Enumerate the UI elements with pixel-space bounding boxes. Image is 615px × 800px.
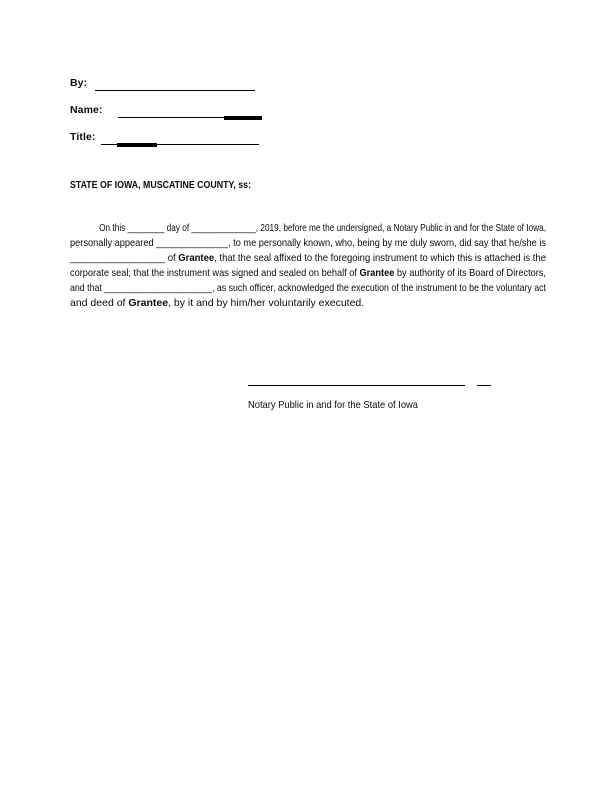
venue-heading: STATE OF IOWA, MUSCATINE COUNTY, ss: [70,179,251,191]
text-run: , that the seal affixed to the foregoing instrument to which this is attached is the [214,252,546,264]
field-blank-line-name [118,103,262,118]
notary-signature-line [248,371,465,386]
acknowledgment-paragraph [70,221,546,311]
text-run: , by it and by him/her voluntarily executed. [168,297,365,309]
signature-block [70,76,370,157]
text-run: __________________ of [70,252,179,264]
field-label-name: Name: [70,104,103,116]
paragraph-line [70,251,546,266]
field-blank-line-title [101,130,259,145]
text-run: corporate seal; that the instrument was signed and sealed on behalf of [70,267,360,279]
field-row-name [70,103,370,130]
field-label-title: Title: [70,131,96,143]
paragraph-line [70,296,364,311]
paragraph-line [70,236,546,251]
notary-caption: Notary Public in and for the State of Iowa [248,399,418,411]
paragraph-line [70,221,546,236]
scan-artifact [117,143,157,146]
text-run: On this ________ day of ______________, 2019, before me the undersigned, a Notary Public in and for the State of Iowa, [99,222,546,234]
paragraph-line [70,266,546,281]
bold-text: Grantee [359,267,395,279]
field-row-title [70,130,370,157]
paragraph-line [70,281,546,296]
bold-text: Grantee [128,297,169,309]
text-run: by authority of its Board of Directors, [394,267,546,279]
field-row-by [70,76,370,103]
field-blank-line-by [95,76,255,91]
text-run: personally appeared ______________, to me personally known, who, being by me duly sworn, did say that he/she is [70,237,546,249]
bold-text: Grantee [178,252,215,264]
text-run: and that ______________________, as such officer, acknowledged the execution of the instrument to be the voluntary act [70,282,546,294]
field-label-by: By: [70,77,88,89]
notary-short-line [477,371,491,386]
text-run: and deed of [70,297,129,309]
scan-artifact [224,116,262,119]
